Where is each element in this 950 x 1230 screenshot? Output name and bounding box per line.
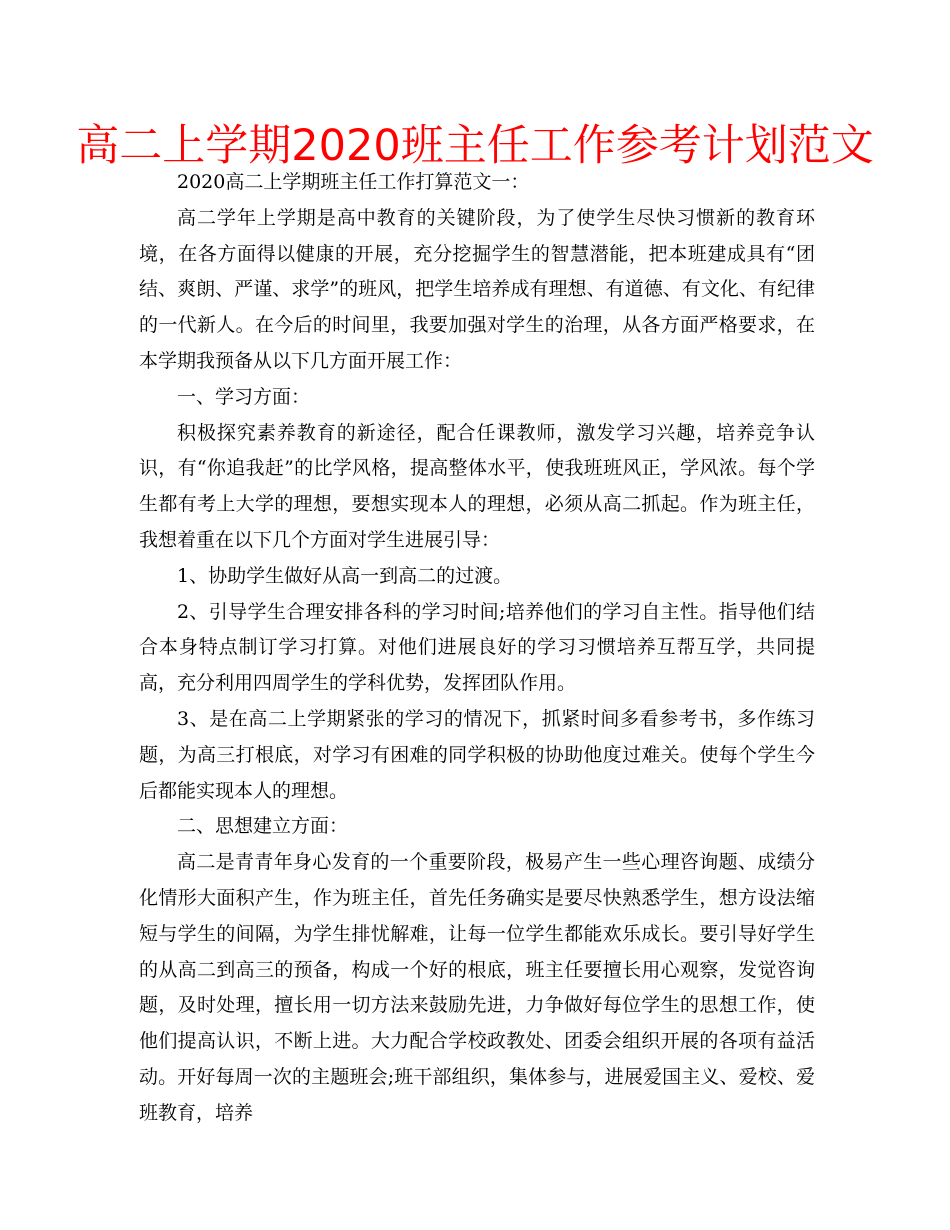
document-title: 高二上学期2020班主任工作参考计划范文 <box>76 121 874 171</box>
list-item-1: 1、协助学生做好从高一到高二的过渡。 <box>177 564 513 587</box>
document-body <box>139 165 815 1132</box>
section-heading-study: 一、学习方面： <box>177 385 311 408</box>
list-item-2: 2、引导学生合理安排各科的学习时间;培养他们的学习自主性。指导他们结合本身特点制订学习打算。对他们进展良好的学习习惯培养互帮互学，共同提高，充分利用四周学生的学科优势，发挥团队作用。 <box>139 600 815 695</box>
paragraph-ideology: 高二是青青年身心发育的一个重要阶段，极易产生一些心理咨询题、成绩分化情形大面积产生，作为班主任，首先任务确实是要尽快熟悉学生，想方设法缩短与学生的间隔，为学生排忧解难，让每一位学生都能欢乐成长。要引导好学生的从高二到高三的预备，构成一个好的根底，班主任要擅长用心观察，发觉咨询题，及时处理，擅长用一切方法来鼓励先进，力争做好每位学生的思想工作，使他们提高认识，不断上进。大力配合学校政教处、团委会组织开展的各项有益活动。开好每周一次的主题班会;班干部组织，集体参与，进展爱国主义、爱校、爱班教育，培养 <box>139 851 815 1124</box>
section-heading-ideology: 二、思想建立方面： <box>177 815 349 838</box>
paragraph-overview: 高二学年上学期是高中教育的关键阶段，为了使学生尽快习惯新的教育环境，在各方面得以健康的开展，充分挖掘学生的智慧潜能，把本班建成具有“团结、爽朗、严谨、求学”的班风，把学生培养成有理想、有道德、有文化、有纪律的一代新人。在今后的时间里，我要加强对学生的治理，从各方面严格要求，在本学期我预备从以下几方面开展工作： <box>139 206 815 372</box>
paragraph-study: 积极探究素养教育的新途径，配合任课教师，激发学习兴趣，培养竞争认识，有“你追我赶”的比学风格，提高整体水平，使我班班风正，学风浓。每个学生都有考上大学的理想，要想实现本人的理想，必须从高二抓起。作为班主任，我想着重在以下几个方面对学生进展引导： <box>139 421 815 551</box>
paragraph-intro-heading: 2020高二上学期班主任工作打算范文一： <box>177 171 530 193</box>
list-item-3: 3、是在高二上学期紧张的学习的情况下，抓紧时间多看参考书，多作练习题，为高三打根底，对学习有困难的同学积极的协助他度过难关。使每个学生今后都能实现本人的理想。 <box>139 707 815 802</box>
